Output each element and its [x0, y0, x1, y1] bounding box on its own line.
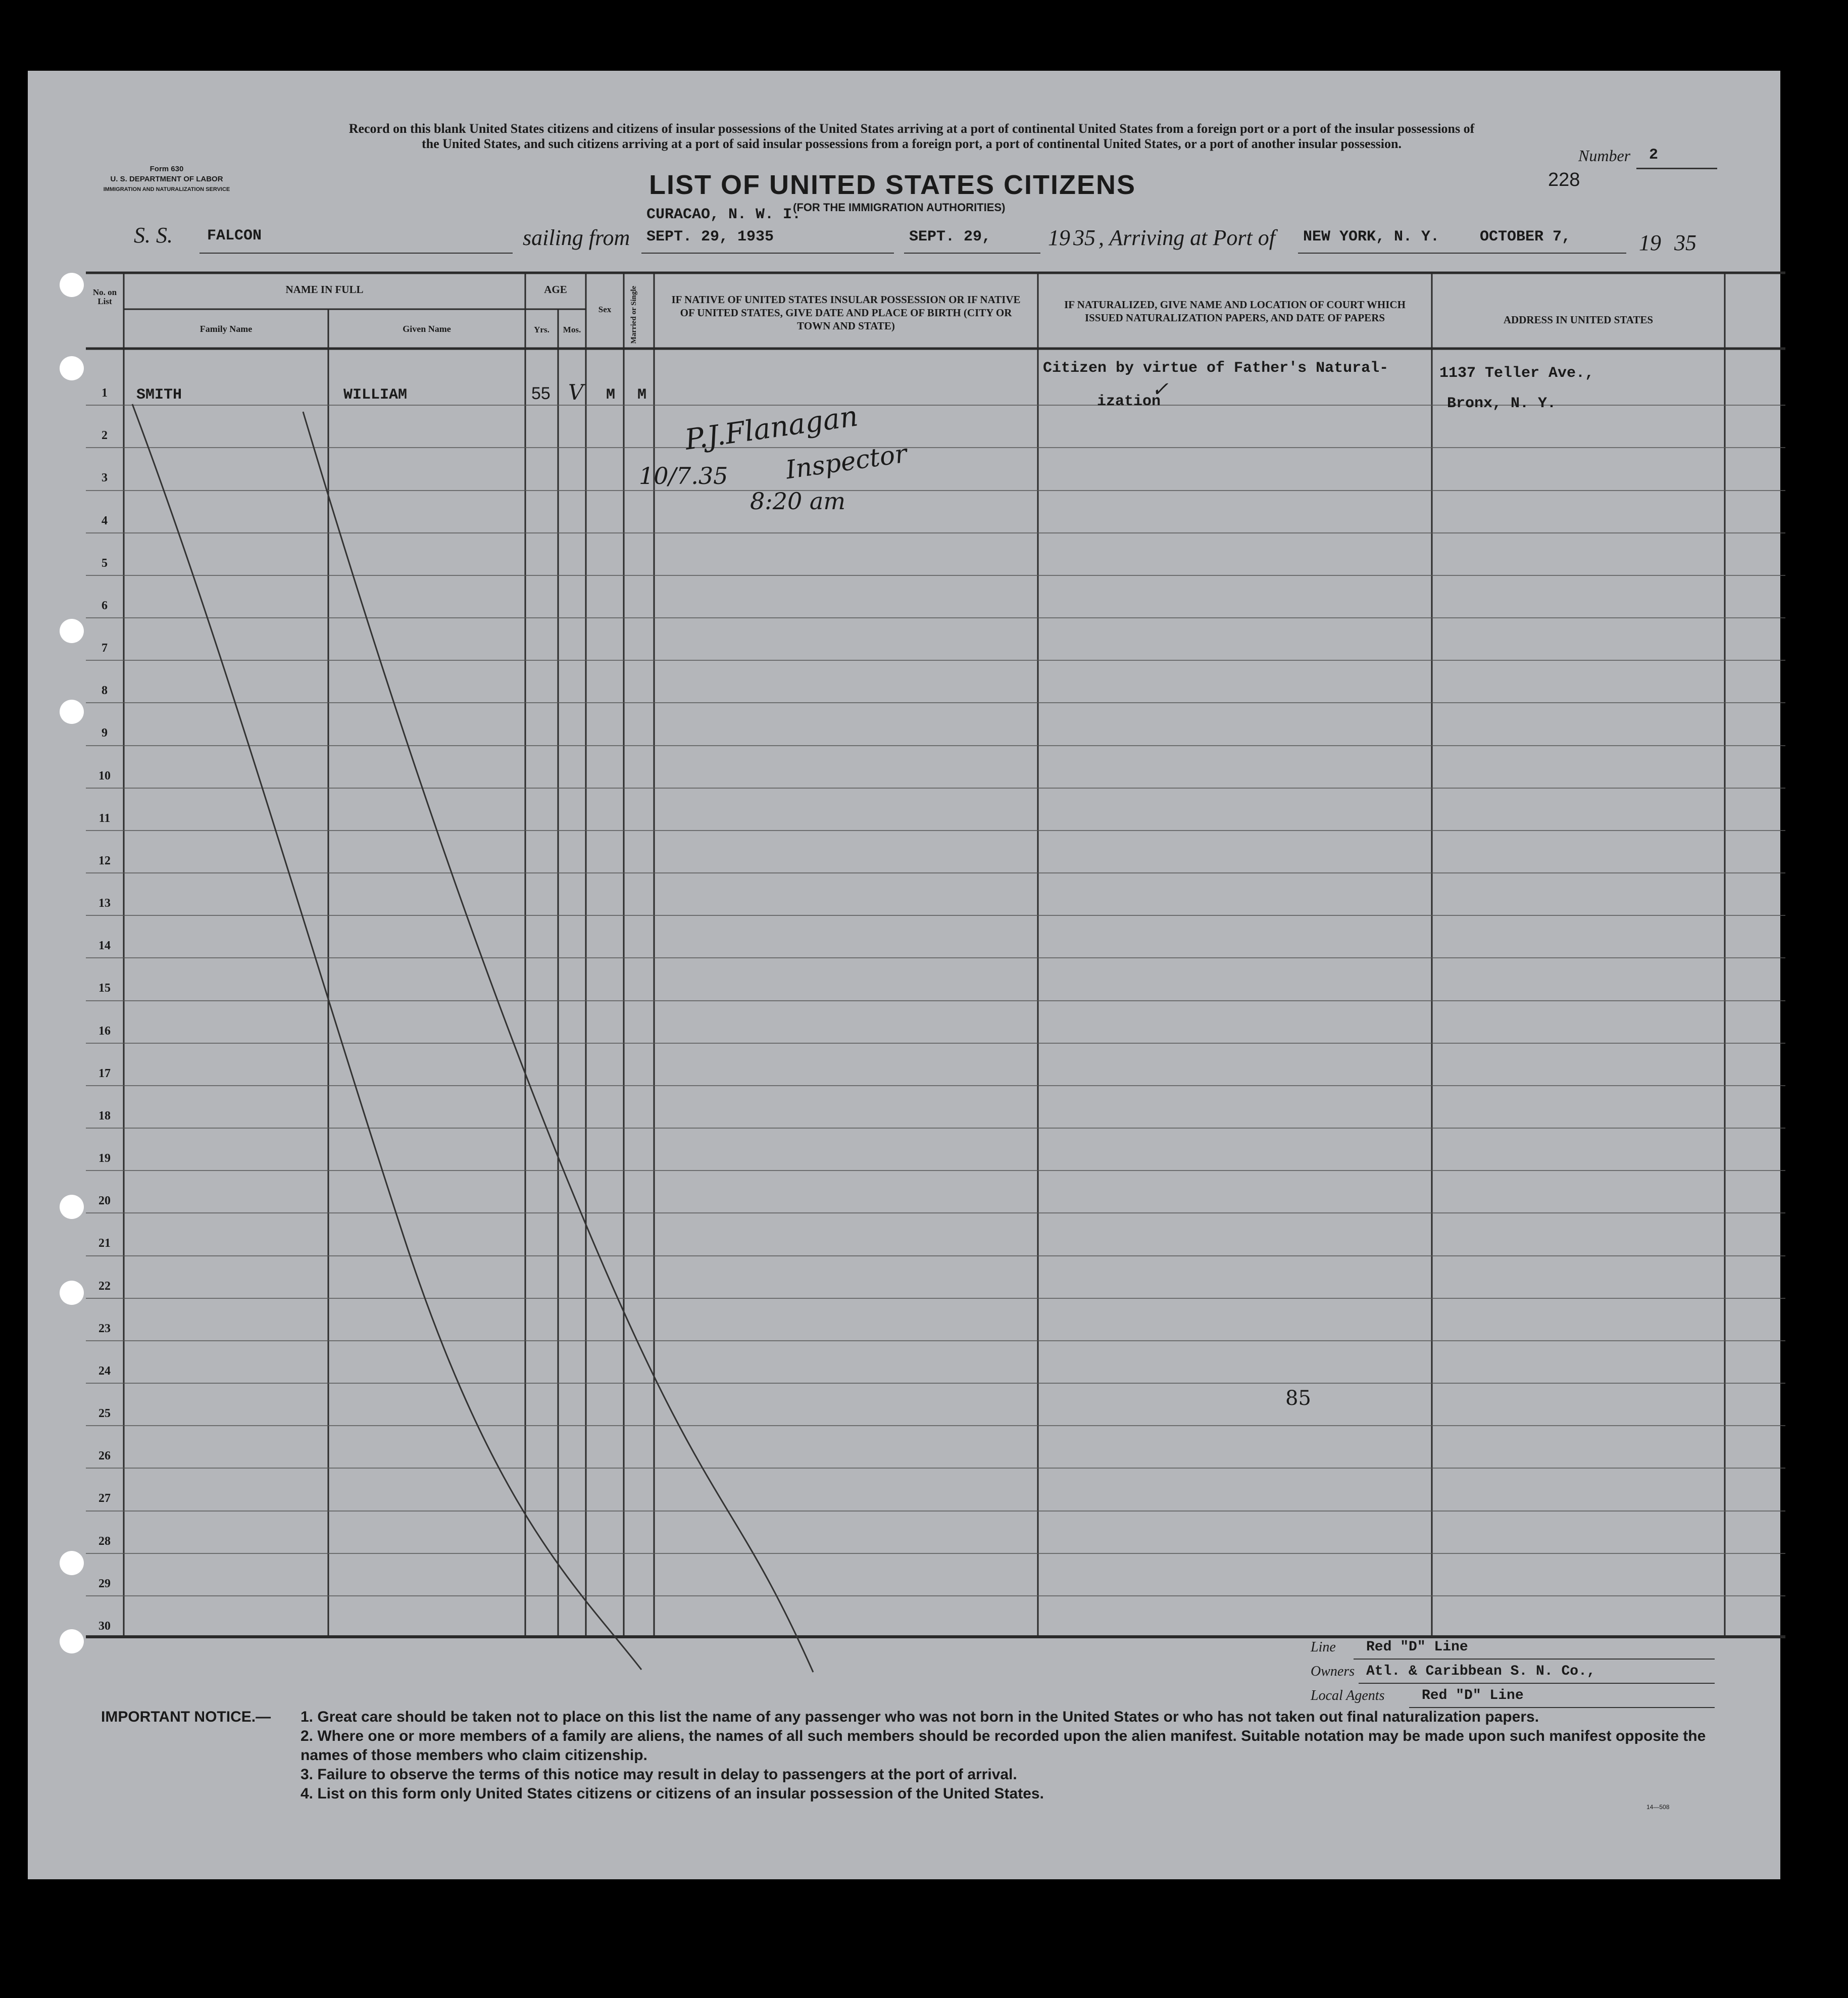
notice-list — [301, 1708, 1720, 1804]
inspector-signature: P.J.Flanagan — [683, 400, 860, 457]
row-number: 8 — [102, 684, 108, 697]
service-name: IMMIGRATION AND NATURALIZATION SERVICE — [103, 186, 230, 192]
stamp-number: 228 — [1548, 169, 1580, 190]
year1: 35 — [1073, 225, 1095, 250]
row-number: 30 — [98, 1620, 111, 1633]
page-mark: 85 — [1285, 1387, 1311, 1410]
row-number: 14 — [98, 939, 111, 952]
number-value: 2 — [1649, 147, 1659, 164]
agents-label: Local Agents — [1311, 1688, 1385, 1703]
col-family-name: Family Name — [199, 324, 253, 334]
row-number: 25 — [98, 1407, 111, 1420]
sailing-label: sailing from — [523, 225, 630, 250]
ship-name: FALCON — [207, 227, 262, 245]
row-number: 11 — [98, 812, 111, 825]
row-number: 28 — [98, 1535, 111, 1548]
arriving-label: , Arriving at Port of — [1098, 225, 1275, 250]
naturalization-line2: ization — [1097, 393, 1161, 410]
department-name: U. S. DEPARTMENT OF LABOR — [110, 175, 223, 183]
col-native-birth: IF NATIVE OF UNITED STATES INSULAR POSSESSION OR IF NATIVE OF UNITED STATES, GIVE DATE AND PLACE OF BIRTH (CITY OR TOWN AND STATE) — [671, 294, 1021, 332]
col-married-single: Married or Single — [630, 285, 638, 344]
page-title: LIST OF UNITED STATES CITIZENS — [649, 170, 1136, 200]
col-age: AGE — [544, 283, 567, 296]
row-number: 24 — [98, 1365, 111, 1378]
row-number: 12 — [98, 854, 111, 867]
passenger-sex: M — [606, 386, 616, 404]
col-yrs: Yrs. — [534, 325, 550, 334]
row-number: 4 — [102, 514, 108, 527]
row-number: 5 — [102, 557, 108, 570]
year1-prefix: 19 — [1048, 225, 1070, 250]
notice-item: 4. List on this form only United States citizens or citizens of an insular possession of the United States. — [301, 1785, 1044, 1802]
line-label: Line — [1311, 1639, 1336, 1655]
notice-title: IMPORTANT NOTICE.— — [101, 1709, 271, 1725]
row-number: 27 — [98, 1492, 111, 1505]
number-label: Number — [1578, 147, 1631, 165]
notice-item: 3. Failure to observe the terms of this notice may result in delay to passengers at the port of arrival. — [301, 1766, 1017, 1783]
owners-label: Owners — [1311, 1664, 1355, 1679]
print-code: 14—508 — [1646, 1804, 1670, 1811]
arrival-date: OCTOBER 7, — [1480, 228, 1571, 246]
row-number: 26 — [98, 1449, 111, 1463]
naturalization-check-mark: ✓ — [1152, 378, 1169, 401]
passenger-age-yrs: 55 — [531, 384, 551, 403]
from-date: SEPT. 29, 1935 — [646, 228, 774, 246]
row-number: 21 — [98, 1237, 111, 1250]
passenger-given-name: WILLIAM — [343, 386, 408, 404]
col-naturalized: IF NATURALIZED, GIVE NAME AND LOCATION OF COURT WHICH ISSUED NATURALIZATION PAPERS, AND DATE OF PAPERS — [1064, 299, 1406, 324]
line-underline — [1354, 1659, 1715, 1660]
row-number: 13 — [98, 897, 111, 910]
inspector-title: Inspector — [784, 438, 909, 485]
row-number: 29 — [98, 1577, 111, 1590]
row-number: 7 — [102, 642, 108, 655]
owners-underline — [1359, 1683, 1715, 1684]
row-number: 16 — [98, 1025, 111, 1038]
col-no-on-list: No. on List — [92, 287, 117, 306]
row-number: 6 — [102, 599, 108, 612]
col-mos: Mos. — [563, 325, 581, 334]
address-line1: 1137 Teller Ave., — [1439, 365, 1594, 382]
owners-value: Atl. & Caribbean S. N. Co., — [1366, 1664, 1595, 1679]
row-number: 22 — [98, 1280, 111, 1293]
col-given-name: Given Name — [403, 324, 451, 334]
row-number: 9 — [102, 726, 108, 740]
col-sex: Sex — [598, 305, 612, 314]
row-number: 17 — [98, 1067, 111, 1080]
row-number: 18 — [98, 1109, 111, 1123]
col-address: ADDRESS IN UNITED STATES — [1503, 314, 1654, 326]
arrival-port: NEW YORK, N. Y. — [1303, 228, 1440, 246]
year2: 35 — [1674, 230, 1696, 255]
sailing-date: SEPT. 29, — [909, 228, 991, 246]
age-check-mark: V — [568, 380, 584, 405]
from-port: CURACAO, N. W. I. — [646, 206, 802, 223]
row-number: 20 — [98, 1194, 111, 1207]
row-number: 10 — [98, 769, 111, 783]
notice-item: 1. Great care should be taken not to place on this list the name of any passenger who was not born in the United States or who has not taken out final naturalization papers. — [301, 1709, 1539, 1725]
page-subtitle: (FOR THE IMMIGRATION AUTHORITIES) — [793, 201, 1006, 214]
row-number: 2 — [102, 429, 108, 442]
record-instructions: Record on this blank United States citizens and citizens of insular possessions of the United States arriving at a port of continental United States from a foreign port or a port of the insular possessions of the United States, and such citizens arriving at a port of said insular possessions from a foreign port, a port of continental United States, or a port of another insular possession. — [348, 121, 1475, 151]
year2-prefix: 19 — [1639, 230, 1661, 255]
row-number: 23 — [98, 1322, 111, 1335]
passenger-family-name: SMITH — [136, 386, 182, 404]
form-number: Form 630 — [149, 165, 184, 173]
ss-label: S. S. — [134, 223, 173, 248]
notice-item: 2. Where one or more members of a family are aliens, the names of all such members should be recorded upon the alien manifest. Suitable notation may be made upon such manifest opposite the names of those members who claim citizenship. — [301, 1728, 1706, 1764]
inspection-time: 8:20 am — [750, 488, 845, 515]
naturalization-line1: Citizen by virtue of Father's Natural- — [1043, 360, 1389, 377]
inspection-date: 10/7.35 — [639, 462, 728, 490]
row-number: 19 — [98, 1152, 111, 1165]
row-number: 1 — [102, 386, 108, 400]
row-number: 15 — [98, 982, 111, 995]
line-value: Red "D" Line — [1366, 1639, 1468, 1655]
col-name-in-full: NAME IN FULL — [285, 283, 364, 296]
agents-value: Red "D" Line — [1422, 1688, 1524, 1703]
row-number: 3 — [102, 471, 108, 484]
passenger-married: M — [637, 386, 647, 404]
address-line2: Bronx, N. Y. — [1447, 395, 1557, 412]
